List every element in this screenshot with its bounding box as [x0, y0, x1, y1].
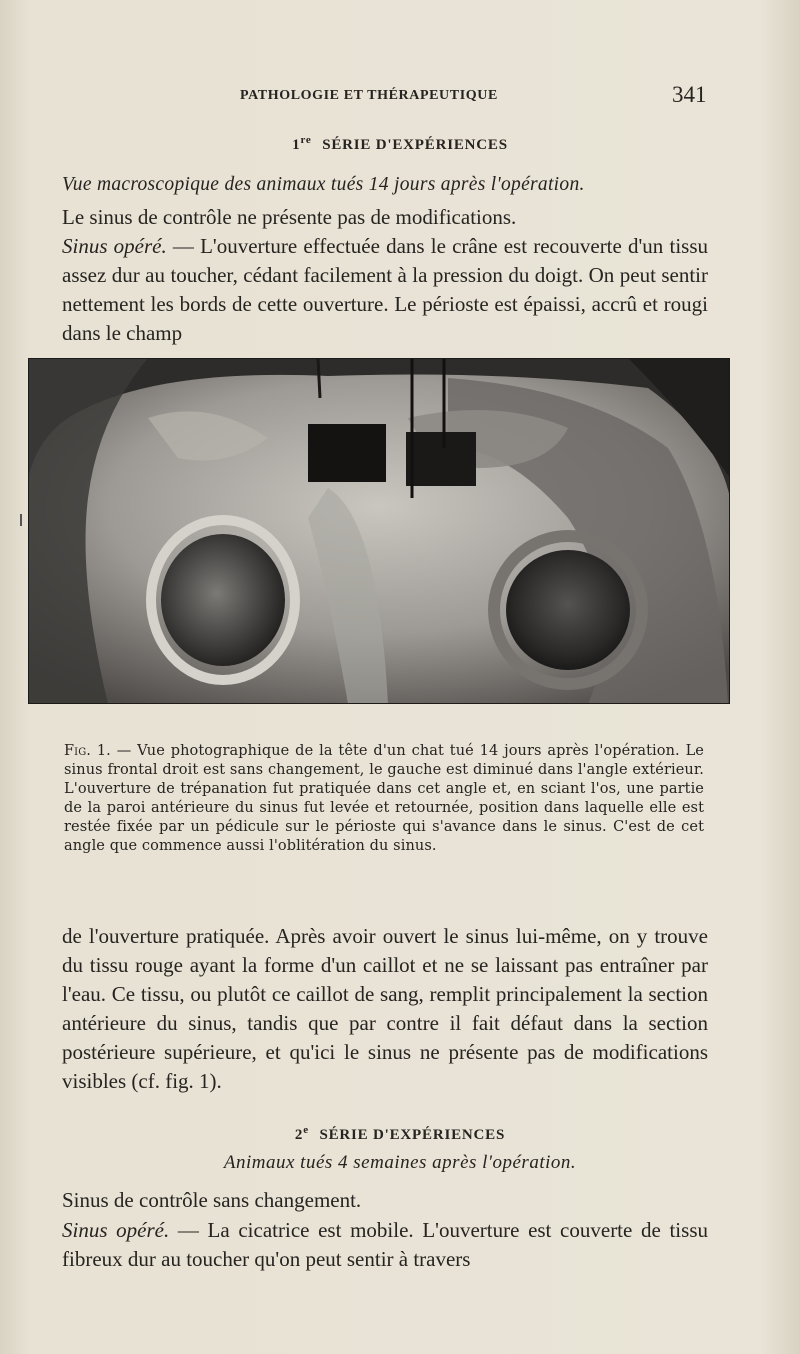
- series-2-subtitle: Animaux tués 4 semaines après l'opération.: [223, 1152, 577, 1173]
- operated-sinus-lead-2: Sinus opéré.: [62, 1218, 170, 1242]
- continuation-paragraph: de l'ouverture pratiquée. Après avoir ouvert le sinus lui-même, on y trouve du tissu rouge ayant la forme d'un caillot et ne se laissant pas entraîner par l'eau. Ce tissu, ou plutôt ce caillot de sang, remplit principalement la section antérieure du sinus, tandis que par contre il fait défaut dans la section postérieure supérieure, et qu'ici le sinus ne présente pas de modifications visibles (cf. fig. 1).: [62, 924, 708, 1093]
- series-1-subtitle: Vue macroscopique des animaux tués 14 jours après l'opération.: [62, 174, 585, 195]
- running-title: PATHOLOGIE ET THÉRAPEUTIQUE: [240, 88, 498, 103]
- series-2-ordinal: e: [303, 1124, 309, 1136]
- figure-caption-text: — Vue photographique de la tête d'un chat tué 14 jours après l'opération. Le sinus frontal droit est sans changement, le gauche est diminué dans l'angle extérieur. L'ouverture de trépanation fut pratiquée dans cet angle et, en sciant l'os, une partie de la paroi antérieure du sinus fut levée et retournée, position dans laquelle elle est restée fixée par un pédicule sur le périoste qui s'avance dans le sinus. C'est de cet angle que commence aussi l'oblitération du sinus.: [64, 743, 704, 854]
- series-1-heading: [0, 134, 800, 154]
- series-1-paragraph-2-text: — L'ouverture effectuée dans le crâne est recouverte d'un tissu assez dur au toucher, cédant facilement à la pression du doigt. On peut sentir nettement les bords de cette ouverture. Le périoste est épaissi, accrû et rougi dans le champ: [62, 234, 708, 345]
- series-2-paragraph-2-text: — La cicatrice est mobile. L'ouverture est couverte de tissu fibreux dur au toucher qu'on peut sentir à travers: [62, 1218, 708, 1271]
- series-1-number: 1: [292, 137, 301, 153]
- figure-label: Fig. 1.: [64, 743, 111, 759]
- series-1-paragraph-1: Le sinus de contrôle ne présente pas de modifications.: [62, 205, 517, 229]
- series-2-paragraph-1: Sinus de contrôle sans changement.: [62, 1188, 362, 1212]
- series-2-number: 2: [294, 1127, 304, 1143]
- series-2-title: SÉRIE D'EXPÉRIENCES: [319, 1127, 506, 1143]
- margin-mark: [20, 514, 22, 526]
- page-number: 341: [672, 82, 707, 107]
- series-1-title: SÉRIE D'EXPÉRIENCES: [322, 137, 508, 153]
- cat-skull-photo-illustration: [28, 358, 730, 704]
- figure-1-caption: [64, 742, 704, 856]
- figure-1-photograph: [28, 358, 730, 704]
- series-1-paragraph-2: [62, 232, 708, 348]
- series-2-paragraph-2: [62, 1216, 708, 1274]
- series-1-ordinal: re: [300, 134, 312, 146]
- operated-sinus-lead: Sinus opéré.: [62, 234, 167, 258]
- running-head: [0, 82, 800, 112]
- series-2-heading: [0, 1124, 800, 1144]
